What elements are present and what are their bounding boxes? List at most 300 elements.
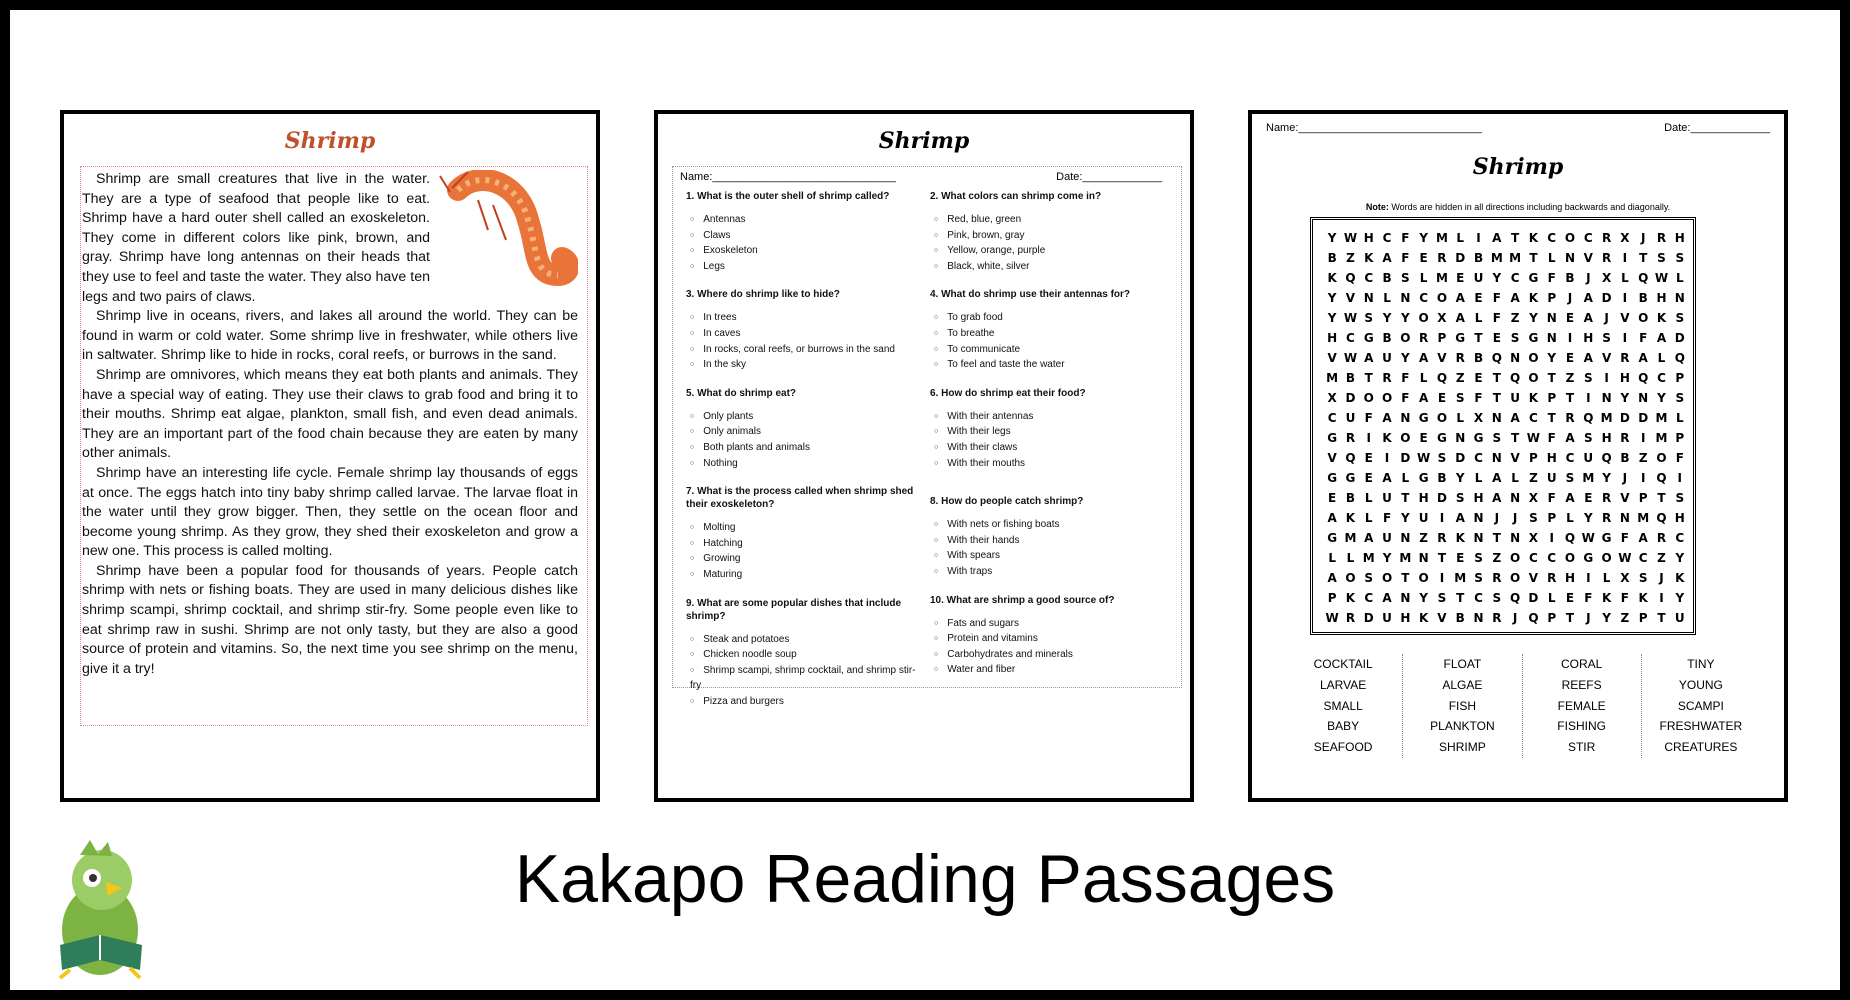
grid-letter: I xyxy=(1604,371,1609,385)
grid-letter: A xyxy=(1638,531,1648,545)
grid-letter: T xyxy=(1547,371,1556,385)
grid-letter: P xyxy=(1675,371,1685,385)
grid-letter: D xyxy=(1400,451,1411,465)
date-field[interactable]: Date:_____________ xyxy=(1056,171,1162,183)
grid-letter: P xyxy=(1638,611,1648,625)
grid-letter: C xyxy=(1419,291,1429,305)
grid-letter: N xyxy=(1400,591,1411,605)
grid-letter: N xyxy=(1473,511,1484,525)
grid-letter: G xyxy=(1418,411,1429,425)
grid-letter: O xyxy=(1528,371,1539,385)
grid-letter: N xyxy=(1510,351,1521,365)
grid-letter: C xyxy=(1364,271,1374,285)
grid-letter: F xyxy=(1382,511,1392,525)
grid-letter: Q xyxy=(1510,591,1521,605)
grid-letter: B xyxy=(1345,371,1356,385)
grid-letter: O xyxy=(1400,431,1411,445)
grid-letter: Y xyxy=(1657,391,1666,405)
grid-letter: O xyxy=(1564,231,1576,245)
grid-letter: T xyxy=(1547,411,1556,425)
question-block xyxy=(930,288,1170,372)
word-bank-item: COCKTAIL xyxy=(1313,657,1373,671)
grid-letter: Z xyxy=(1657,551,1666,565)
grid-letter: O xyxy=(1363,391,1374,405)
grid-letter: T xyxy=(1657,611,1666,625)
brand-title: Kakapo Reading Passages xyxy=(514,841,1336,917)
answer-option: ○ Only plants xyxy=(690,409,926,425)
grid-letter: A xyxy=(1492,491,1502,505)
answer-option: ○ Legs xyxy=(690,259,926,275)
grid-letter: C xyxy=(1529,411,1538,425)
grid-letter: E xyxy=(1456,271,1465,285)
grid-letter: G xyxy=(1363,331,1374,345)
grid-letter: W xyxy=(1526,431,1541,445)
grid-letter: E xyxy=(1474,371,1483,385)
answer-option: ○ Red, blue, green xyxy=(934,212,1170,228)
grid-letter: F xyxy=(1364,411,1373,425)
grid-letter: C xyxy=(1547,551,1557,565)
answer-option: ○ Pink, brown, gray xyxy=(934,228,1170,244)
grid-letter: N xyxy=(1491,451,1502,465)
grid-letter: M xyxy=(1362,551,1375,565)
grid-letter: L xyxy=(1566,511,1574,525)
answer-option: ○ Fats and sugars xyxy=(934,616,1170,632)
grid-letter: L xyxy=(1621,271,1629,285)
grid-letter: L xyxy=(1419,371,1428,385)
grid-letter: P xyxy=(1547,611,1557,625)
grid-letter: Q xyxy=(1601,451,1612,465)
answer-option: ○ With their claws xyxy=(934,440,1170,456)
grid-letter: H xyxy=(1674,231,1685,245)
grid-letter: Q xyxy=(1528,611,1539,625)
answer-option: ○ Carbohydrates and minerals xyxy=(934,647,1170,663)
grid-letter: K xyxy=(1455,531,1465,545)
answer-option: ○ Chicken noodle soup xyxy=(690,647,926,663)
grid-letter: S xyxy=(1492,591,1502,605)
grid-letter: G xyxy=(1327,431,1338,445)
grid-letter: Q xyxy=(1583,411,1594,425)
answer-option: ○ With their mouths xyxy=(934,456,1170,472)
answer-option: ○ Water and fiber xyxy=(934,662,1170,678)
grid-letter: V xyxy=(1327,451,1337,465)
grid-letter: T xyxy=(1565,391,1575,405)
answer-option: ○ Yellow, orange, purple xyxy=(934,243,1170,259)
grid-letter: O xyxy=(1564,551,1576,565)
grid-letter: F xyxy=(1620,591,1629,605)
grid-letter: Z xyxy=(1638,451,1648,465)
grid-row xyxy=(1323,548,1693,568)
grid-row xyxy=(1323,288,1693,308)
grid-letter: E xyxy=(1419,431,1428,445)
grid-letter: R xyxy=(1419,331,1429,345)
grid-letter: Y xyxy=(1419,231,1428,245)
question-text: 2. What colors can shrimp come in? xyxy=(930,191,1102,202)
grid-row xyxy=(1323,588,1693,608)
grid-letter: I xyxy=(1439,511,1445,525)
answer-option: ○ In trees xyxy=(690,310,926,326)
grid-letter: A xyxy=(1455,291,1465,305)
grid-letter: Y xyxy=(1382,311,1392,325)
grid-row xyxy=(1323,488,1693,508)
grid-letter: L xyxy=(1511,471,1519,485)
grid-letter: K xyxy=(1638,591,1648,605)
grid-letter: M xyxy=(1399,551,1412,565)
grid-letter: N xyxy=(1400,411,1411,425)
grid-letter: Q xyxy=(1674,351,1685,365)
answer-option: ○ To communicate xyxy=(934,342,1170,358)
grid-letter: N xyxy=(1400,531,1411,545)
grid-letter: S xyxy=(1638,571,1648,585)
grid-letter: I xyxy=(1622,331,1628,345)
grid-letter: O xyxy=(1510,551,1521,565)
grid-letter: S xyxy=(1492,431,1502,445)
quiz-column-right xyxy=(930,190,1170,692)
grid-letter: R xyxy=(1601,511,1612,525)
grid-letter: L xyxy=(1419,271,1428,285)
grid-letter: K xyxy=(1382,431,1392,445)
grid-letter: Q xyxy=(1345,271,1356,285)
grid-letter: D xyxy=(1674,331,1685,345)
grid-letter: P xyxy=(1547,511,1557,525)
grid-letter: C xyxy=(1474,591,1483,605)
grid-letter: K xyxy=(1528,291,1539,305)
grid-letter: R xyxy=(1601,251,1612,265)
answer-option: ○ In the sky xyxy=(690,357,926,373)
grid-letter: B xyxy=(1327,251,1337,265)
grid-letter: K xyxy=(1656,311,1667,325)
grid-letter: A xyxy=(1583,291,1593,305)
answer-option: ○ With their antennas xyxy=(934,409,1170,425)
question-block xyxy=(930,190,1170,274)
grid-letter: Z xyxy=(1565,371,1575,385)
grid-letter: G xyxy=(1345,471,1356,485)
word-search-title: Shrimp xyxy=(1472,154,1564,180)
grid-letter: A xyxy=(1583,351,1593,365)
grid-letter: Q xyxy=(1656,511,1667,525)
grid-letter: U xyxy=(1345,411,1356,425)
grid-letter: A xyxy=(1510,411,1520,425)
grid-letter: P xyxy=(1547,391,1557,405)
grid-letter: R xyxy=(1345,611,1356,625)
grid-letter: A xyxy=(1364,351,1374,365)
grid-letter: A xyxy=(1455,311,1465,325)
grid-letter: Y xyxy=(1547,351,1557,365)
grid-letter: H xyxy=(1418,491,1429,505)
grid-letter: K xyxy=(1601,591,1612,605)
grid-letter: Z xyxy=(1510,311,1520,325)
grid-letter: E xyxy=(1419,251,1428,265)
grid-letter: F xyxy=(1492,311,1501,325)
grid-letter: T xyxy=(1401,571,1410,585)
answer-option: ○ Shrimp scampi, shrimp cocktail, and shrimp stir-fry xyxy=(690,663,926,694)
grid-letter: L xyxy=(1547,251,1556,265)
grid-letter: C xyxy=(1346,331,1355,345)
grid-letter: N xyxy=(1418,551,1429,565)
grid-letter: Y xyxy=(1583,511,1593,525)
grid-row xyxy=(1323,348,1693,368)
passage-body xyxy=(82,170,578,679)
grid-letter: L xyxy=(1364,511,1373,525)
grid-letter: Y xyxy=(1382,551,1392,565)
grid-letter: S xyxy=(1455,491,1465,505)
word-bank-item: CREATURES xyxy=(1664,740,1738,755)
grid-letter: I xyxy=(1567,331,1573,345)
grid-letter: I xyxy=(1659,591,1664,605)
grid-letter: S xyxy=(1657,251,1666,265)
answer-option: ○ Protein and vitamins xyxy=(934,631,1170,647)
grid-letter: Z xyxy=(1620,611,1630,625)
grid-letter: E xyxy=(1565,311,1575,325)
grid-letter: E xyxy=(1565,591,1575,605)
grid-letter: N xyxy=(1455,431,1466,445)
grid-letter: N xyxy=(1619,511,1630,525)
quiz-column-left xyxy=(686,190,926,723)
grid-letter: S xyxy=(1510,331,1520,345)
grid-letter: C xyxy=(1327,411,1337,425)
grid-letter: T xyxy=(1565,611,1575,625)
grid-letter: Q xyxy=(1638,271,1649,285)
question-text: 10. What are shrimp a good source of? xyxy=(930,594,1115,606)
passage-title: Shrimp xyxy=(284,128,376,154)
grid-letter: Y xyxy=(1492,271,1502,285)
grid-row xyxy=(1323,568,1693,588)
grid-letter: U xyxy=(1674,611,1685,625)
grid-letter: R xyxy=(1455,351,1465,365)
grid-letter: K xyxy=(1327,271,1337,285)
grid-letter: G xyxy=(1327,471,1338,485)
grid-letter: C xyxy=(1529,551,1538,565)
word-bank-item: SMALL xyxy=(1323,698,1363,713)
word-bank-item: PLANKTON xyxy=(1430,719,1495,734)
grid-letter: T xyxy=(1492,371,1501,385)
grid-letter: J xyxy=(1512,611,1518,625)
word-column xyxy=(1522,654,1641,758)
grid-letter: D xyxy=(1436,491,1447,505)
grid-letter: I xyxy=(1476,231,1481,245)
grid-letter: W xyxy=(1417,451,1431,465)
answer-option: ○ In caves xyxy=(690,326,926,342)
grid-letter: A xyxy=(1565,491,1575,505)
grid-letter: H xyxy=(1327,331,1338,345)
grid-letter: A xyxy=(1583,311,1593,325)
grid-letter: X xyxy=(1528,531,1539,545)
date-field[interactable]: Date:_____________ xyxy=(1664,122,1770,134)
grid-letter: W xyxy=(1343,351,1358,365)
grid-letter: S xyxy=(1529,511,1538,525)
grid-letter: B xyxy=(1455,611,1465,625)
grid-letter: N xyxy=(1546,311,1557,325)
grid-letter: B xyxy=(1382,331,1392,345)
grid-letter: S xyxy=(1602,331,1611,345)
grid-letter: X xyxy=(1620,571,1630,585)
grid-letter: G xyxy=(1437,431,1447,445)
grid-letter: N xyxy=(1491,411,1502,425)
grid-letter: I xyxy=(1586,391,1591,405)
word-bank xyxy=(1284,654,1760,758)
question-text: 9. What are some popular dishes that include shrimp? xyxy=(686,597,902,622)
grid-letter: X xyxy=(1601,271,1612,285)
name-field[interactable]: Name:______________________________ xyxy=(680,171,896,183)
grid-letter: W xyxy=(1343,231,1358,245)
question-text: 4. What do shrimp use their antennas for? xyxy=(930,289,1131,301)
passage-paragraph: Shrimp have been a popular food for thousands of years. People catch shrimp with nets or fishing boats. They are used in many delicious dishes like shrimp scampi, shrimp cocktail, and shrimp stir-fry. Some people even like to eat shrimp raw in sushi. Shrimp are not only tasty, but they are also a good source of protein and vitamins. So, the next time you see shrimp on the menu, give it a try! xyxy=(82,562,578,677)
grid-letter: R xyxy=(1382,371,1392,385)
grid-letter: D xyxy=(1455,451,1466,465)
grid-letter: Z xyxy=(1346,251,1355,265)
grid-letter: Y xyxy=(1327,311,1337,325)
grid-letter: K xyxy=(1345,511,1356,525)
grid-letter: Q xyxy=(1510,371,1521,385)
answer-option: ○ Exoskeleton xyxy=(690,243,926,259)
question-block xyxy=(686,485,926,582)
grid-letter: Y xyxy=(1602,471,1611,485)
grid-letter: B xyxy=(1345,491,1356,505)
word-bank-item: FRESHWATER xyxy=(1659,719,1743,734)
grid-letter: S xyxy=(1675,391,1685,405)
grid-letter: X xyxy=(1473,411,1484,425)
grid-letter: D xyxy=(1363,611,1374,625)
grid-letter: P xyxy=(1437,331,1447,345)
grid-letter: R xyxy=(1565,411,1575,425)
grid-row xyxy=(1323,388,1693,408)
name-field[interactable]: Name:______________________________ xyxy=(1266,122,1482,134)
answer-option: ○ Black, white, silver xyxy=(934,259,1170,275)
grid-letter: B xyxy=(1382,271,1392,285)
grid-letter: B xyxy=(1473,351,1484,365)
grid-letter: X xyxy=(1327,391,1337,405)
grid-letter: C xyxy=(1675,531,1685,545)
grid-letter: K xyxy=(1528,391,1539,405)
word-column xyxy=(1641,654,1760,758)
grid-row xyxy=(1323,368,1693,388)
grid-letter: S xyxy=(1364,571,1374,585)
grid-row xyxy=(1323,408,1693,428)
quiz-title: Shrimp xyxy=(878,128,970,154)
grid-letter: T xyxy=(1511,431,1520,445)
grid-letter: K xyxy=(1528,231,1539,245)
answer-option: ○ Growing xyxy=(690,551,926,567)
grid-letter: Z xyxy=(1529,471,1538,485)
grid-letter: C xyxy=(1474,451,1483,465)
grid-letter: P xyxy=(1638,491,1648,505)
grid-letter: O xyxy=(1418,571,1429,585)
grid-letter: F xyxy=(1474,391,1483,405)
grid-letter: S xyxy=(1583,431,1593,445)
grid-letter: B xyxy=(1565,271,1575,285)
passage-paragraph: Shrimp live in oceans, rivers, and lakes all around the world. They can be found in warm or cold water. Some shrimp live in freshwater, while others live in saltwater. Shrimp like to hide in rocks, coral reefs, or burrows in the sand. xyxy=(82,308,578,364)
grid-letter: L xyxy=(1602,571,1611,585)
answer-option: ○ Molting xyxy=(690,520,926,536)
grid-letter: V xyxy=(1345,291,1356,305)
grid-letter: W xyxy=(1581,531,1595,545)
grid-letter: P xyxy=(1547,291,1557,305)
answer-option: ○ Both plants and animals xyxy=(690,440,926,456)
grid-letter: Y xyxy=(1400,311,1410,325)
grid-letter: S xyxy=(1474,551,1483,565)
grid-letter: R xyxy=(1620,351,1630,365)
grid-letter: H xyxy=(1546,451,1557,465)
grid-letter: M xyxy=(1509,251,1522,265)
grid-letter: Y xyxy=(1602,611,1611,625)
grid-letter: M xyxy=(1655,411,1668,425)
grid-letter: F xyxy=(1547,431,1556,445)
grid-letter: T xyxy=(1401,491,1410,505)
grid-letter: P xyxy=(1327,591,1337,605)
grid-letter: S xyxy=(1675,491,1685,505)
answer-option: ○ With nets or fishing boats xyxy=(934,517,1170,533)
grid-letter: Y xyxy=(1327,291,1337,305)
grid-letter: I xyxy=(1586,571,1591,585)
grid-letter: I xyxy=(1677,471,1683,485)
grid-letter: T xyxy=(1492,531,1501,545)
grid-letter: G xyxy=(1583,551,1594,565)
grid-letter: A xyxy=(1382,471,1392,485)
grid-letter: K xyxy=(1675,571,1685,585)
grid-letter: S xyxy=(1455,391,1465,405)
grid-letter: R xyxy=(1492,611,1502,625)
answer-option: ○ With traps xyxy=(934,564,1170,580)
grid-letter: Y xyxy=(1327,231,1337,245)
grid-letter: D xyxy=(1455,251,1466,265)
grid-letter: I xyxy=(1640,431,1646,445)
word-column xyxy=(1402,654,1521,758)
grid-letter: C xyxy=(1382,231,1392,245)
grid-letter: C xyxy=(1583,231,1593,245)
grid-letter: Y xyxy=(1620,391,1630,405)
question-block xyxy=(686,288,926,372)
grid-letter: H xyxy=(1400,611,1411,625)
grid-letter: C xyxy=(1547,231,1557,245)
grid-letter: G xyxy=(1455,331,1466,345)
grid-letter: V xyxy=(1437,351,1447,365)
grid-letter: A xyxy=(1382,411,1392,425)
grid-letter: X xyxy=(1437,311,1447,325)
grid-letter: J xyxy=(1586,271,1591,285)
grid-letter: V xyxy=(1528,571,1539,585)
grid-letter: Y xyxy=(1419,591,1428,605)
grid-letter: S xyxy=(1474,571,1483,585)
grid-letter: V xyxy=(1620,311,1630,325)
grid-letter: U xyxy=(1382,531,1392,545)
grid-letter: U xyxy=(1473,271,1484,285)
answer-option: ○ Steak and potatoes xyxy=(690,632,926,648)
grid-letter: N xyxy=(1473,611,1484,625)
word-bank-item: SCAMPI xyxy=(1677,698,1724,713)
grid-letter: N xyxy=(1564,251,1576,265)
grid-letter: T xyxy=(1492,391,1501,405)
grid-letter: F xyxy=(1492,291,1501,305)
grid-letter: Y xyxy=(1675,551,1685,565)
grid-letter: T xyxy=(1511,231,1520,245)
grid-letter: U xyxy=(1418,511,1429,525)
grid-letter: L xyxy=(1456,231,1465,245)
grid-row xyxy=(1323,228,1693,248)
grid-letter: P xyxy=(1675,431,1685,445)
passage-paragraph: Shrimp have an interesting life cycle. Female shrimp lay thousands of eggs at once. The eggs hatch into tiny baby shrimp called larvae. The larvae float in the water until they grow bigger. Then, they settle on the ocean floor and become young shrimp. As they grow, they shed their exoskeleton and grow a new one. This process is called molting. xyxy=(82,464,578,560)
grid-letter: O xyxy=(1345,571,1356,585)
grid-letter: F xyxy=(1401,251,1410,265)
question-text: 3. Where do shrimp like to hide? xyxy=(686,289,840,301)
grid-letter: D xyxy=(1619,411,1630,425)
answer-option: ○ To breathe xyxy=(934,326,1170,342)
grid-letter: M xyxy=(1454,571,1467,585)
question-block xyxy=(930,485,1170,579)
grid-letter: B xyxy=(1473,251,1484,265)
grid-row xyxy=(1323,308,1693,328)
grid-letter: C xyxy=(1364,591,1374,605)
grid-letter: J xyxy=(1494,511,1500,525)
answer-option: ○ Nothing xyxy=(690,456,926,472)
